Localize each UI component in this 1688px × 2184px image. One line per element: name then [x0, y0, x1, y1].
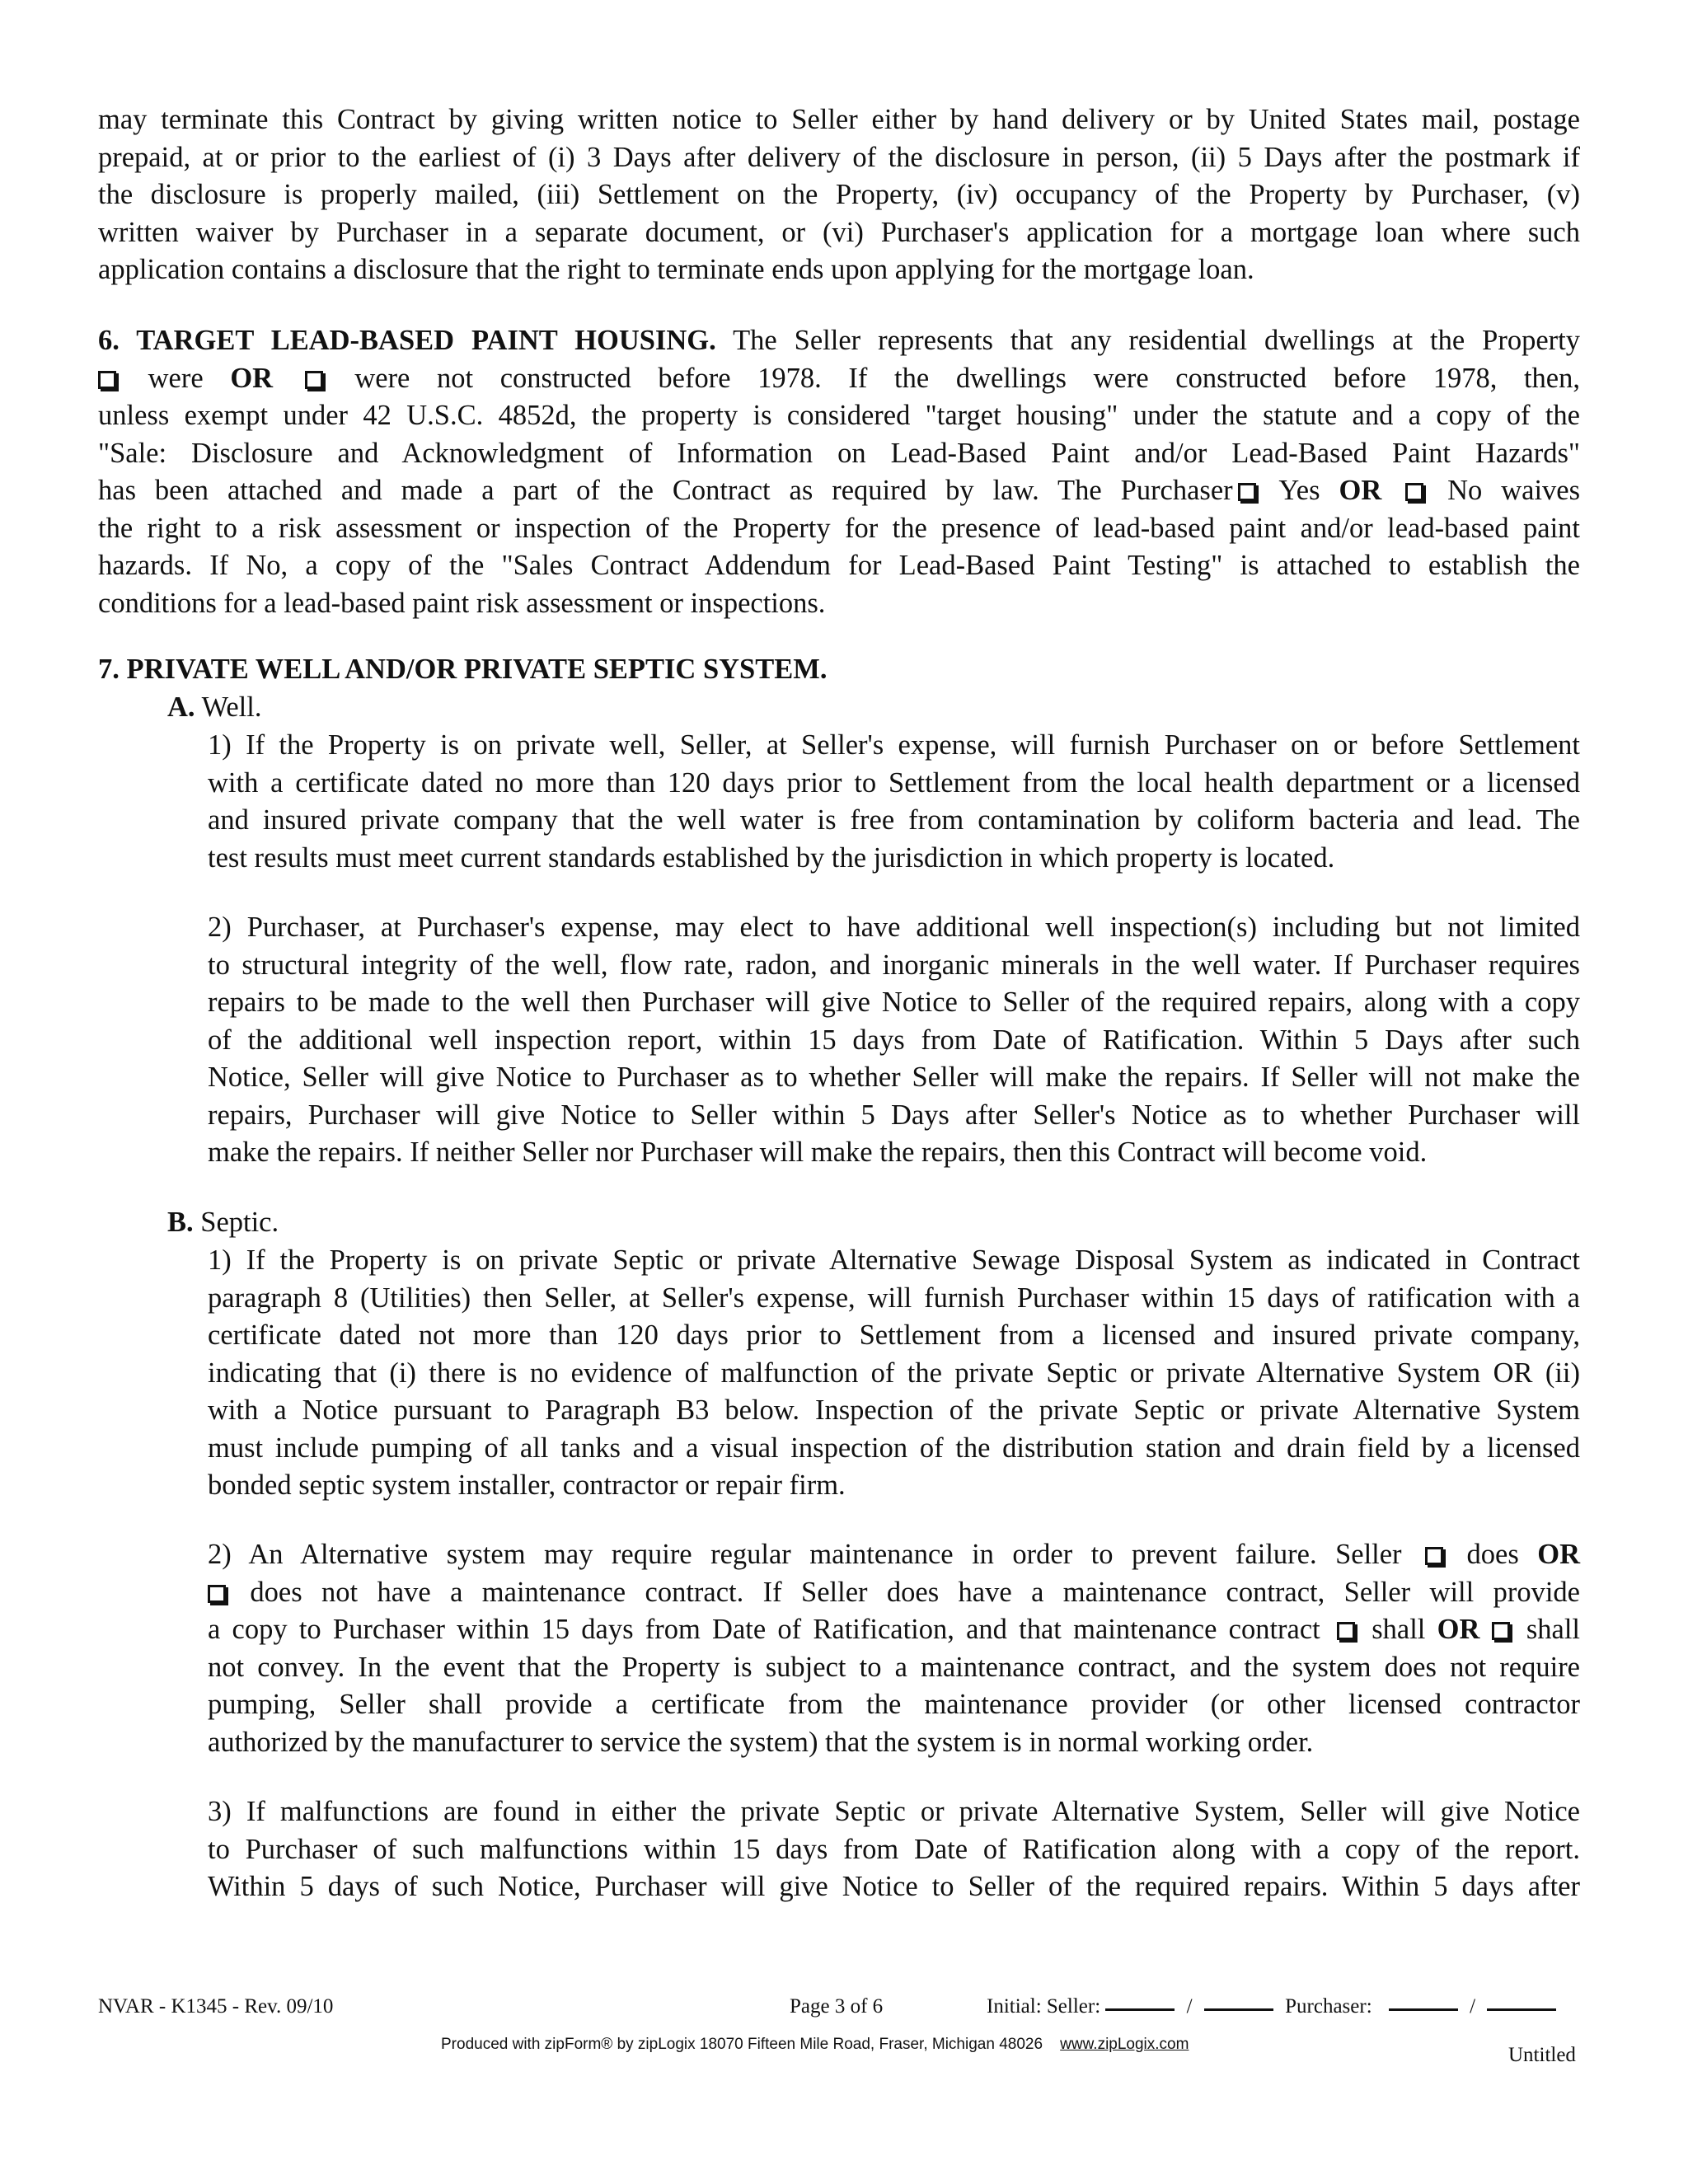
septic-1-line: must include pumping of all tanks and a visual inspection of the distribution station and drain field by a licensed: [208, 1432, 1580, 1464]
intro-line: application contains a disclosure that the right to terminate ends upon applying for the mortgage loan.: [98, 254, 1254, 285]
septic-3-line: Within 5 days of such Notice, Purchaser will give Notice to Seller of the required repairs. Within 5 days after: [208, 1871, 1580, 1902]
section-6-line: were OR were not constructed before 1978. If the dwellings were constructed before 1978, then,: [98, 360, 1580, 398]
septic-2-line: not convey. In the event that the Property is subject to a maintenance contract, and the system does not require: [208, 1651, 1580, 1683]
produced-text: Produced with zipForm® by zipLogix 18070 Fifteen Mile Road, Fraser, Michigan 48026: [441, 2036, 1043, 2053]
initial-purchaser-label: Purchaser:: [1285, 1995, 1372, 2018]
intro-line: written waiver by Purchaser in a separate document, or (vi) Purchaser's application for a mortgage loan where such: [98, 216, 1580, 248]
well-2-line: repairs, Purchaser will give Notice to Seller within 5 Days after Seller's Notice as to whether Purchaser will: [208, 1099, 1580, 1131]
were-checkbox[interactable]: [98, 371, 116, 389]
septic-item-2: [208, 1536, 1580, 1761]
well-1-line: and insured private company that the well water is free from contamination by coliform bacteria and lead. The: [208, 804, 1580, 836]
page-number: Page 3 of 6: [790, 1995, 884, 2018]
intro-line: prepaid, at or prior to the earliest of (i) 3 Days after delivery of the disclosure in person, (ii) 5 Days after the postmark if: [98, 141, 1580, 173]
septic-1-line: indicating that (i) there is no evidence of malfunction of the private Septic or private Alternative System OR (ii): [208, 1357, 1580, 1389]
purchaser-initial-1-field[interactable]: [1389, 2008, 1458, 2011]
well-2-line: of the additional well inspection report, within 15 days from Date of Ratification. Within 5 Days after such: [208, 1024, 1580, 1056]
well-item-2: [208, 909, 1580, 1172]
section-6-line: conditions for a lead-based paint risk assessment or inspections.: [98, 587, 826, 619]
well-2-line: repairs to be made to the well then Purchaser will give Notice to Seller of the required repairs, along with a copy: [208, 987, 1580, 1018]
well-2-line: to structural integrity of the well, flow rate, radon, and inorganic minerals in the well water. If Purchaser requires: [208, 949, 1580, 981]
section-6-line: has been attached and made a part of the Contract as required by law. The Purchaser Yes OR No waives: [98, 475, 1581, 506]
section-6-line: 6. TARGET LEAD-BASED PAINT HOUSING. The Seller represents that any residential dwellings at the Property: [98, 325, 1580, 356]
septic-3-line: 3) If malfunctions are found in either the private Septic or private Alternative System, Seller will give Notice: [208, 1796, 1580, 1827]
seller-initial-1-field[interactable]: [1105, 2008, 1175, 2011]
septic-1-line: paragraph 8 (Utilities) then Seller, at Seller's expense, will furnish Purchaser within 15 days of ratification with a: [208, 1282, 1580, 1314]
intro-paragraph: [98, 101, 1580, 289]
contract-shall-checkbox[interactable]: [1337, 1622, 1355, 1640]
initials-row: Initial: Seller: / Purchaser: /: [987, 1994, 1556, 2019]
septic-2-line: 2) An Alternative system may require regular maintenance in order to prevent failure. Seller does OR: [208, 1539, 1580, 1570]
well-1-line: 1) If the Property is on private well, Seller, at Seller's expense, will furnish Purchaser on or before Settlement: [208, 729, 1580, 761]
septic-item-1: [208, 1242, 1580, 1505]
purchaser-initial-2-field[interactable]: [1487, 2008, 1556, 2011]
septic-1-line: 1) If the Property is on private Septic or private Alternative Sewage Disposal System as indicated in Contract: [208, 1244, 1580, 1276]
well-1-line: test results must meet current standards established by the jurisdiction in which property is located.: [208, 841, 1335, 874]
well-1-line: with a certificate dated no more than 120 days prior to Settlement from the local health department or a licensed: [208, 766, 1580, 799]
section-6-line: hazards. If No, a copy of the "Sales Contract Addendum for Lead-Based Paint Testing" is attached to establish the: [98, 550, 1580, 581]
septic-2-line: a copy to Purchaser within 15 days from Date of Ratification, and that maintenance contract shall OR shall: [208, 1614, 1581, 1645]
septic-1-line: with a Notice pursuant to Paragraph B3 below. Inspection of the private Septic or private Alternative System: [208, 1394, 1580, 1426]
section-6-heading: 6. TARGET LEAD-BASED PAINT HOUSING.: [98, 325, 716, 356]
initial-seller-label: Initial: Seller:: [987, 1995, 1101, 2018]
septic-item-3: [208, 1793, 1580, 1906]
well-2-line: 2) Purchaser, at Purchaser's expense, may elect to have additional well inspection(s) including but not limited: [208, 912, 1580, 943]
intro-line: may terminate this Contract by giving written notice to Seller either by hand delivery or by United States mail, postage: [98, 104, 1580, 135]
section-6-line: "Sale: Disclosure and Acknowledgment of Information on Lead-Based Paint and/or Lead-Based Paint Hazards": [98, 437, 1580, 469]
produced-with-line: [441, 2036, 1189, 2054]
were-not-checkbox[interactable]: [305, 371, 323, 389]
maintenance-does-checkbox[interactable]: [1425, 1547, 1443, 1565]
septic-2-line: authorized by the manufacturer to service the system) that the system is in normal working order.: [208, 1726, 1314, 1758]
section-6: [98, 322, 1580, 622]
form-id: NVAR - K1345 - Rev. 09/10: [98, 1995, 334, 2018]
septic-2-line: pumping, Seller shall provide a certificate from the maintenance provider (or other licensed contractor: [208, 1689, 1580, 1720]
seller-initial-2-field[interactable]: [1204, 2008, 1273, 2011]
septic-1-line: certificate dated not more than 120 days prior to Settlement from a licensed and insured private company,: [208, 1319, 1580, 1351]
septic-3-line: to Purchaser of such malfunctions within 15 days from Date of Ratification along with a copy of the report.: [208, 1833, 1580, 1865]
document-name: Untitled: [1508, 2044, 1576, 2066]
waive-yes-checkbox[interactable]: [1238, 483, 1256, 501]
intro-line: the disclosure is properly mailed, (iii) Settlement on the Property, (iv) occupancy of the Property by Purchaser, (v): [98, 179, 1580, 210]
subsection-b-title: B. Septic.: [167, 1207, 279, 1238]
well-item-1: [208, 727, 1580, 877]
septic-2-line: does not have a maintenance contract. If Seller does have a maintenance contract, Seller will provide: [208, 1574, 1580, 1612]
well-2-line: Notice, Seller will give Notice to Purchaser as to whether Seller will make the repairs. If Seller will not make the: [208, 1062, 1580, 1093]
contract-shall-not-checkbox[interactable]: [1492, 1622, 1510, 1640]
subsection-a-title: A. Well.: [167, 691, 262, 723]
maintenance-does-not-checkbox[interactable]: [208, 1585, 226, 1603]
waive-no-checkbox[interactable]: [1405, 483, 1423, 501]
well-2-line: make the repairs. If neither Seller nor Purchaser will make the repairs, then this Contract will become void.: [208, 1137, 1428, 1168]
section-7-heading: 7. PRIVATE WELL AND/OR PRIVATE SEPTIC SYSTEM.: [98, 654, 828, 685]
section-6-line: unless exempt under 42 U.S.C. 4852d, the property is considered "target housing" under the statute and a copy of the: [98, 400, 1580, 431]
septic-1-line: bonded septic system installer, contractor or repair firm.: [208, 1469, 846, 1501]
section-6-line: the right to a risk assessment or inspection of the Property for the presence of lead-based paint and/or lead-based paint: [98, 512, 1580, 544]
ziplogix-link[interactable]: www.zipLogix.com: [1060, 2036, 1189, 2053]
